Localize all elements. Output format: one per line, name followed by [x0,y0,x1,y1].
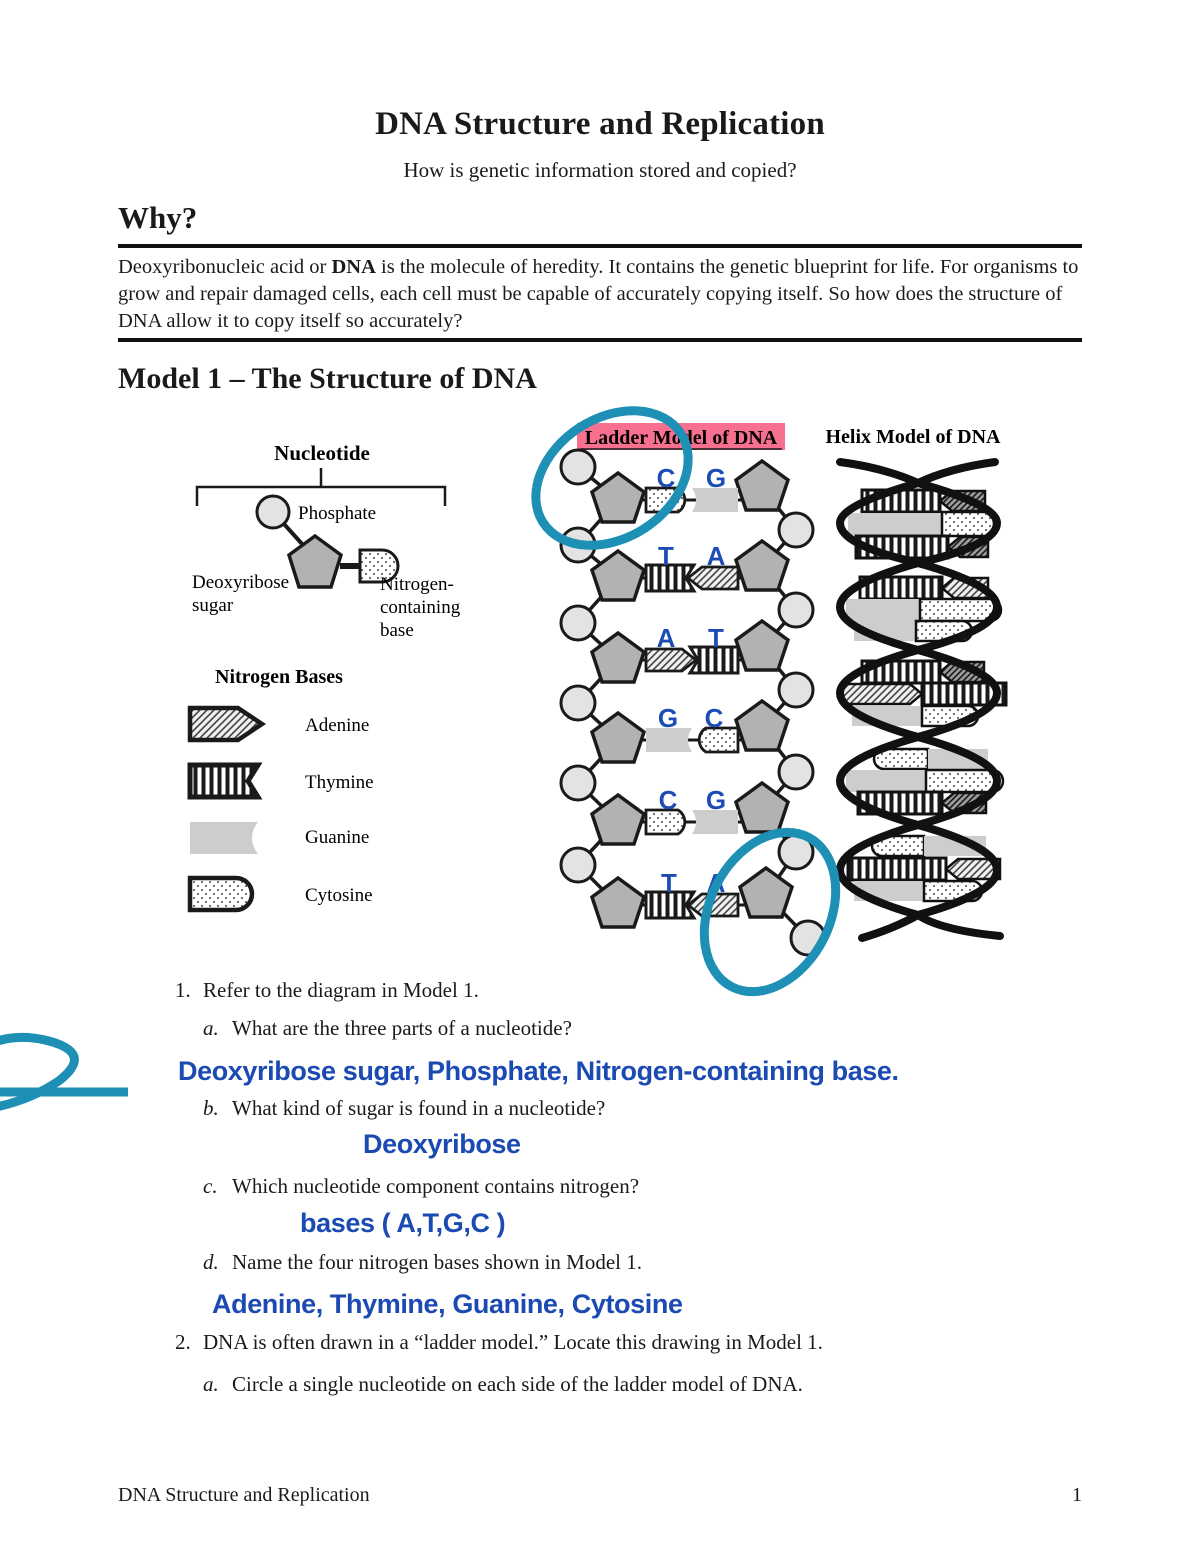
helix-base-thymine [848,858,946,880]
question-1-number: 1. [175,978,191,1002]
phosphate-circle [257,496,289,528]
question-1b-label: b. [203,1096,219,1120]
question-1-text: Refer to the diagram in Model 1. [203,978,479,1002]
question-2 [175,1330,823,1355]
helix-base-guanine [848,513,950,535]
helix-base-guanine [846,599,928,621]
helix-title: Helix Model of DNA [825,426,1001,448]
base-label-line1: Nitrogen- [380,574,454,595]
base-letter: C [704,703,724,733]
footer-page-number: 1 [1072,1484,1082,1506]
question-1d-text: Name the four nitrogen bases shown in Model 1. [232,1250,643,1274]
question-2a [203,1372,803,1397]
footer-title: DNA Structure and Replication [118,1484,370,1506]
sugar-label-line1: Deoxyribose [192,572,290,593]
helix-base-cytosine [942,512,994,536]
base-label-line2: containing [380,597,461,618]
base-letter: C [656,463,676,493]
base-letter: C [658,785,678,815]
question-2a-label: a. [203,1372,219,1396]
legend-guanine-label: Guanine [305,827,370,848]
legend-cytosine-shape [190,878,252,910]
nucleotide-label: Nucleotide [274,441,370,465]
answer-1d: Adenine, Thymine, Guanine, Cytosine [212,1289,683,1319]
question-1d-label: d. [203,1250,219,1274]
base-label-line3: base [380,620,414,641]
question-1a-label: a. [203,1016,219,1040]
helix-base-adenine [842,684,922,704]
sugar-label-line2: sugar [192,595,234,616]
nitrogen-bases-heading: Nitrogen Bases [215,666,343,688]
base-letter: T [658,541,674,571]
helix-base-guanine [846,770,932,792]
page-title: DNA Structure and Replication [375,106,825,142]
legend-adenine-label: Adenine [305,715,370,736]
question-1b [203,1096,605,1121]
why-paragraph-bold: DNA [331,256,376,278]
question-1a [203,1016,572,1041]
why-heading: Why? [118,200,198,235]
page-subtitle: How is genetic information stored and copied? [403,158,797,182]
base-letter: G [657,703,679,733]
base-letter: G [705,463,727,493]
ladder-rungs [640,500,746,905]
nucleotide-diagram [192,441,461,641]
base-letter: A [656,623,676,653]
answer-1a: Deoxyribose sugar, Phosphate, Nitrogen-containing base. [178,1056,899,1086]
base-letter: G [705,785,727,815]
ladder-left-nucleosides [561,450,644,927]
base-letter: T [661,868,677,898]
question-2-text: DNA is often drawn in a “ladder model.” Locate this drawing in Model 1. [203,1330,823,1354]
phosphate-label: Phosphate [298,503,377,524]
ladder-title: Ladder Model of DNA [584,427,778,449]
nitrogen-bases-legend [190,666,374,910]
question-1c [203,1174,639,1199]
question-1a-text: What are the three parts of a nucleotide? [232,1016,572,1040]
legend-adenine-shape [190,708,262,740]
answer-1c: bases ( A,T,G,C ) [300,1208,506,1238]
question-1c-text: Which nucleotide component contains nitrogen? [232,1174,640,1198]
legend-cytosine-label: Cytosine [305,885,373,906]
sugar-pentagon [289,536,341,587]
answer-1b: Deoxyribose [363,1129,521,1159]
ladder-model [561,423,825,955]
question-1b-text: What kind of sugar is found in a nucleotide? [232,1096,606,1120]
question-2a-text: Circle a single nucleotide on each side of the ladder model of DNA. [232,1372,803,1396]
helix-model [826,426,1006,938]
base-letter: A [706,868,726,898]
question-1d [203,1250,642,1275]
legend-guanine-shape [190,822,258,854]
model1-heading: Model 1 – The Structure of DNA [118,362,537,395]
base-letter: T [708,623,724,653]
question-2-number: 2. [175,1330,191,1354]
question-1c-label: c. [203,1174,218,1198]
legend-thymine-label: Thymine [305,772,374,793]
question-1 [175,978,479,1003]
why-paragraph-pre: Deoxyribonucleic acid or [118,256,332,278]
phosphate-sugar-bond [284,524,303,545]
nucleotide-bracket [197,468,445,506]
legend-thymine-shape [190,765,258,797]
why-paragraph-post: is the molecule of heredity. It contains the genetic blueprint for life. For organisms to grow and repair damaged cells, each cell must be capable of accurately copying itself. So how does the structure of DNA allow it to copy itself so accurately? [118,256,1079,332]
margin-scribble-loop [0,1037,74,1112]
base-letter: A [706,541,726,571]
